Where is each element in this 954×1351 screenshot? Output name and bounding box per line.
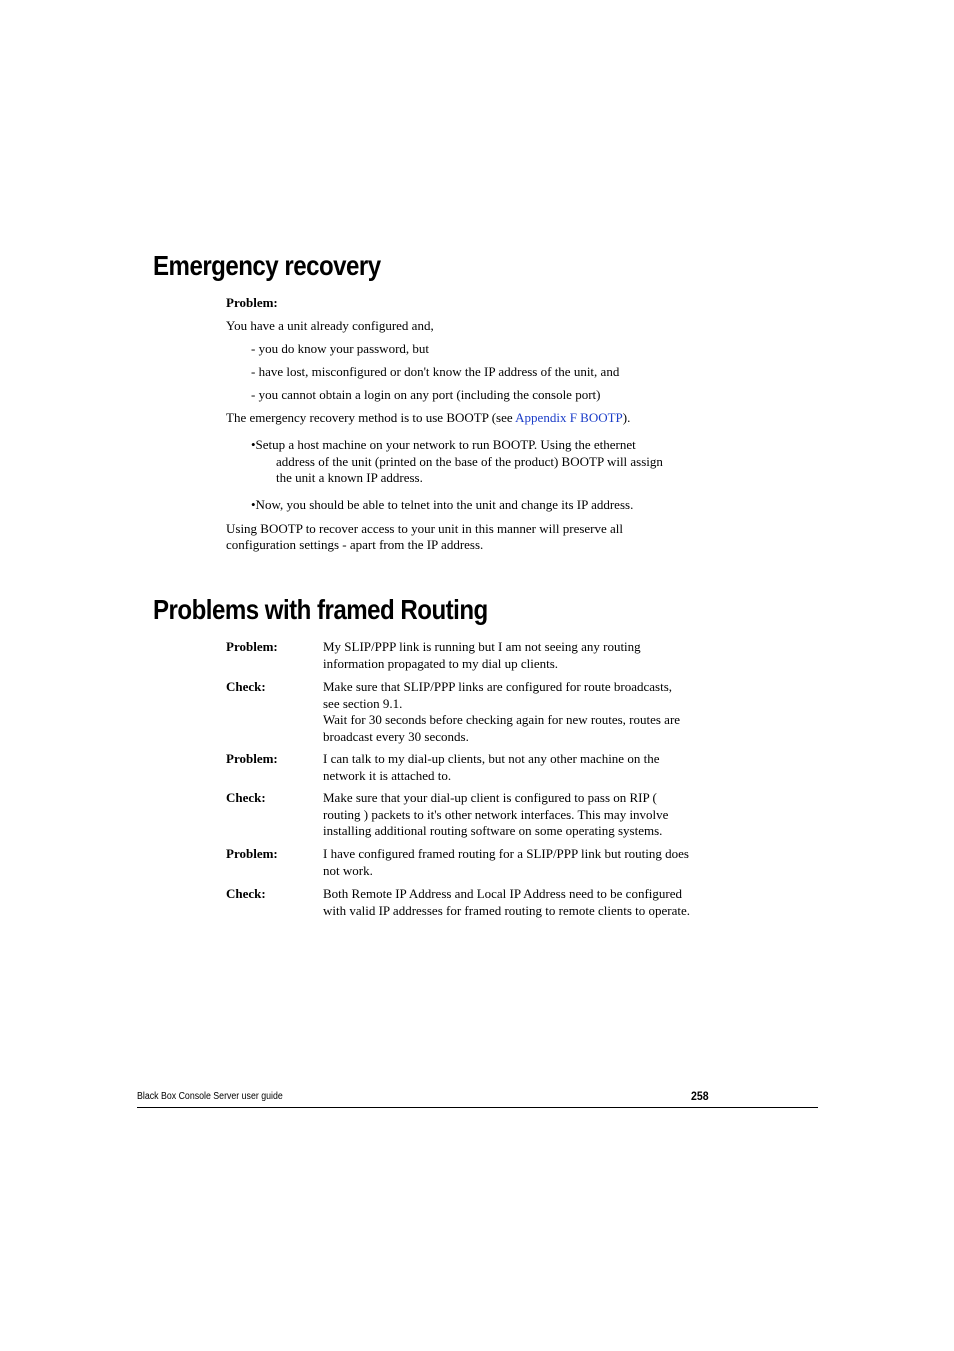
row-label: Check: <box>226 886 266 901</box>
row-line: routing ) packets to it's other network interfaces. This may involve <box>323 806 669 822</box>
footer-divider <box>137 1107 818 1108</box>
condition-item: - have lost, misconfigured or don't know the IP address of the unit, and <box>251 364 620 379</box>
row-line: network it is attached to. <box>323 767 452 783</box>
closing-line: configuration settings - apart from the IP address. <box>226 537 484 552</box>
row-text <box>323 846 708 879</box>
condition-item: - you do know your password, but <box>251 341 430 356</box>
row-line: broadcast every 30 seconds. <box>323 728 469 744</box>
footer-guide-title: Black Box Console Server user guide <box>137 1091 283 1102</box>
bullet-setup-line: address of the unit (printed on the base of the product) BOOTP will assign <box>276 454 663 469</box>
method-text: The emergency recovery method is to use BOOTP (see <box>226 410 516 425</box>
problem-label: Problem: <box>226 295 278 310</box>
row-text <box>323 790 708 840</box>
row-label: Problem: <box>226 639 278 654</box>
bullet-telnet: •Now, you should be able to telnet into the unit and change its IP address. <box>251 497 634 512</box>
bullet-setup-line: •Setup a host machine on your network to run BOOTP. Using the ethernet <box>251 437 636 452</box>
row-text <box>323 679 708 745</box>
method-text-end: ). <box>622 410 631 425</box>
row-text <box>323 639 708 672</box>
row-line: see section 9.1. <box>323 695 403 711</box>
row-label: Problem: <box>226 846 278 861</box>
row-line: with valid IP addresses for framed routing to remote clients to operate. <box>323 902 691 918</box>
row-label: Problem: <box>226 751 278 766</box>
row-line: I have configured framed routing for a SLIP/PPP link but routing does <box>323 846 689 861</box>
row-text <box>323 886 708 919</box>
page-number: 258 <box>691 1089 709 1103</box>
row-line: installing additional routing software on some operating systems. <box>323 823 663 838</box>
row-text <box>323 751 708 784</box>
method-paragraph <box>226 410 630 427</box>
bullet-setup-line: the unit a known IP address. <box>276 470 423 485</box>
row-label: Check: <box>226 790 266 805</box>
row-line: Wait for 30 seconds before checking again for new routes, routes are <box>323 712 681 727</box>
row-line: My SLIP/PPP link is running but I am not seeing any routing <box>323 639 641 654</box>
row-line: Make sure that SLIP/PPP links are configured for route broadcasts, <box>323 679 673 694</box>
row-line: not work. <box>323 862 373 878</box>
intro-text: You have a unit already configured and, <box>226 318 434 333</box>
section-heading-emergency-recovery: Emergency recovery <box>153 250 381 281</box>
row-line: Make sure that your dial-up client is configured to pass on RIP ( <box>323 790 657 805</box>
row-line: Both Remote IP Address and Local IP Address need to be configured <box>323 886 682 901</box>
row-label: Check: <box>226 679 266 694</box>
appendix-link[interactable]: Appendix F BOOTP <box>515 410 623 425</box>
condition-item: - you cannot obtain a login on any port (including the console port) <box>251 387 601 402</box>
row-line: I can talk to my dial-up clients, but not any other machine on the <box>323 751 660 766</box>
section-heading-framed-routing: Problems with framed Routing <box>153 594 488 625</box>
closing-line: Using BOOTP to recover access to your unit in this manner will preserve all <box>226 521 624 536</box>
row-line: information propagated to my dial up clients. <box>323 655 559 671</box>
